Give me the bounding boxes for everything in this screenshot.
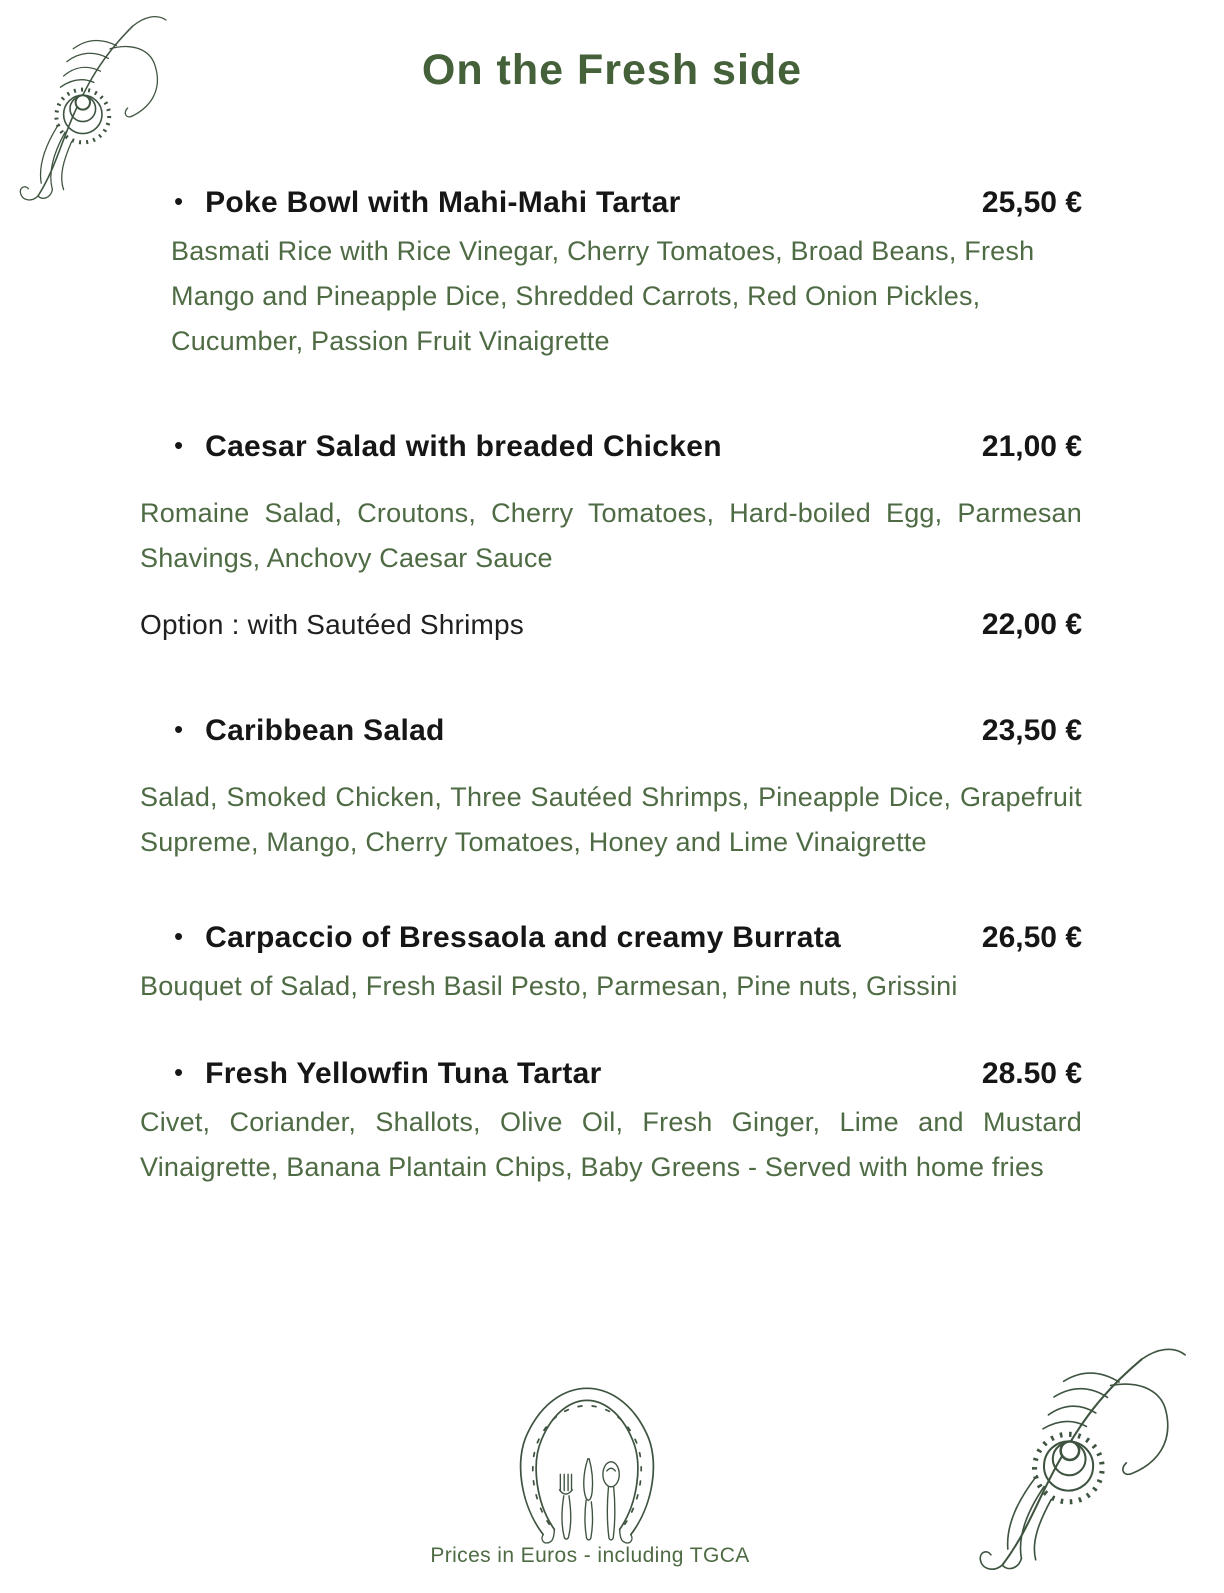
- menu-item: [140, 186, 1082, 364]
- menu-item-price: 21,00 €: [981, 430, 1082, 463]
- bullet-icon: •: [174, 1057, 184, 1087]
- option-price: 22,00 €: [981, 608, 1082, 641]
- bullet-icon: •: [174, 714, 184, 744]
- page-title: On the Fresh side: [421, 46, 803, 94]
- menu-item-description: Bouquet of Salad, Fresh Basil Pesto, Parmesan, Pine nuts, Grissini: [140, 971, 958, 1001]
- menu-item: [140, 714, 1082, 865]
- footer-note: Prices in Euros - including TGCA: [430, 1544, 750, 1567]
- menu-item-name: Fresh Yellowfin Tuna Tartar: [205, 1057, 602, 1090]
- menu-item-price: 28.50 €: [981, 1057, 1082, 1090]
- menu-item: [140, 921, 1082, 1009]
- peacock-feather-icon: [12, 4, 176, 204]
- horseshoe-cutlery-icon: [506, 1378, 668, 1550]
- menu-item-price: 23,50 €: [981, 714, 1082, 747]
- menu-list: [140, 186, 1082, 1190]
- menu-item-price: 26,50 €: [981, 921, 1082, 954]
- menu-item-description: Basmati Rice with Rice Vinegar, Cherry Tomatoes, Broad Beans, Fresh Mango and Pineapple Dice, Shredded Carrots, Red Onion Pickles, Cucumber, Passion Fruit Vinaigrette: [171, 236, 1035, 356]
- menu-item: [140, 430, 1082, 642]
- bullet-icon: •: [174, 186, 184, 216]
- menu-item-description: Civet, Coriander, Shallots, Olive Oil, Fresh Ginger, Lime and Mustard Vinaigrette, Banana Plantain Chips, Baby Greens - Served with home fries: [140, 1107, 1082, 1182]
- menu-item-name: Poke Bowl with Mahi-Mahi Tartar: [205, 186, 681, 219]
- bullet-icon: •: [174, 921, 184, 951]
- menu-item-name: Caribbean Salad: [205, 714, 445, 747]
- menu-item: [140, 1057, 1082, 1190]
- menu-item-description: Romaine Salad, Croutons, Cherry Tomatoes, Hard-boiled Egg, Parmesan Shavings, Anchovy Caesar Sauce: [140, 498, 1082, 573]
- menu-item-option: [140, 608, 1082, 642]
- bullet-icon: •: [174, 430, 184, 460]
- option-label: Option : with Sautéed Shrimps: [140, 609, 524, 640]
- menu-item-name: Caesar Salad with breaded Chicken: [205, 430, 722, 463]
- menu-item-description: Salad, Smoked Chicken, Three Sautéed Shrimps, Pineapple Dice, Grapefruit Supreme, Mango, Cherry Tomatoes, Honey and Lime Vinaigrette: [140, 782, 1082, 857]
- menu-item-price: 25,50 €: [981, 186, 1082, 219]
- menu-item-name: Carpaccio of Bressaola and creamy Burrata: [205, 921, 842, 954]
